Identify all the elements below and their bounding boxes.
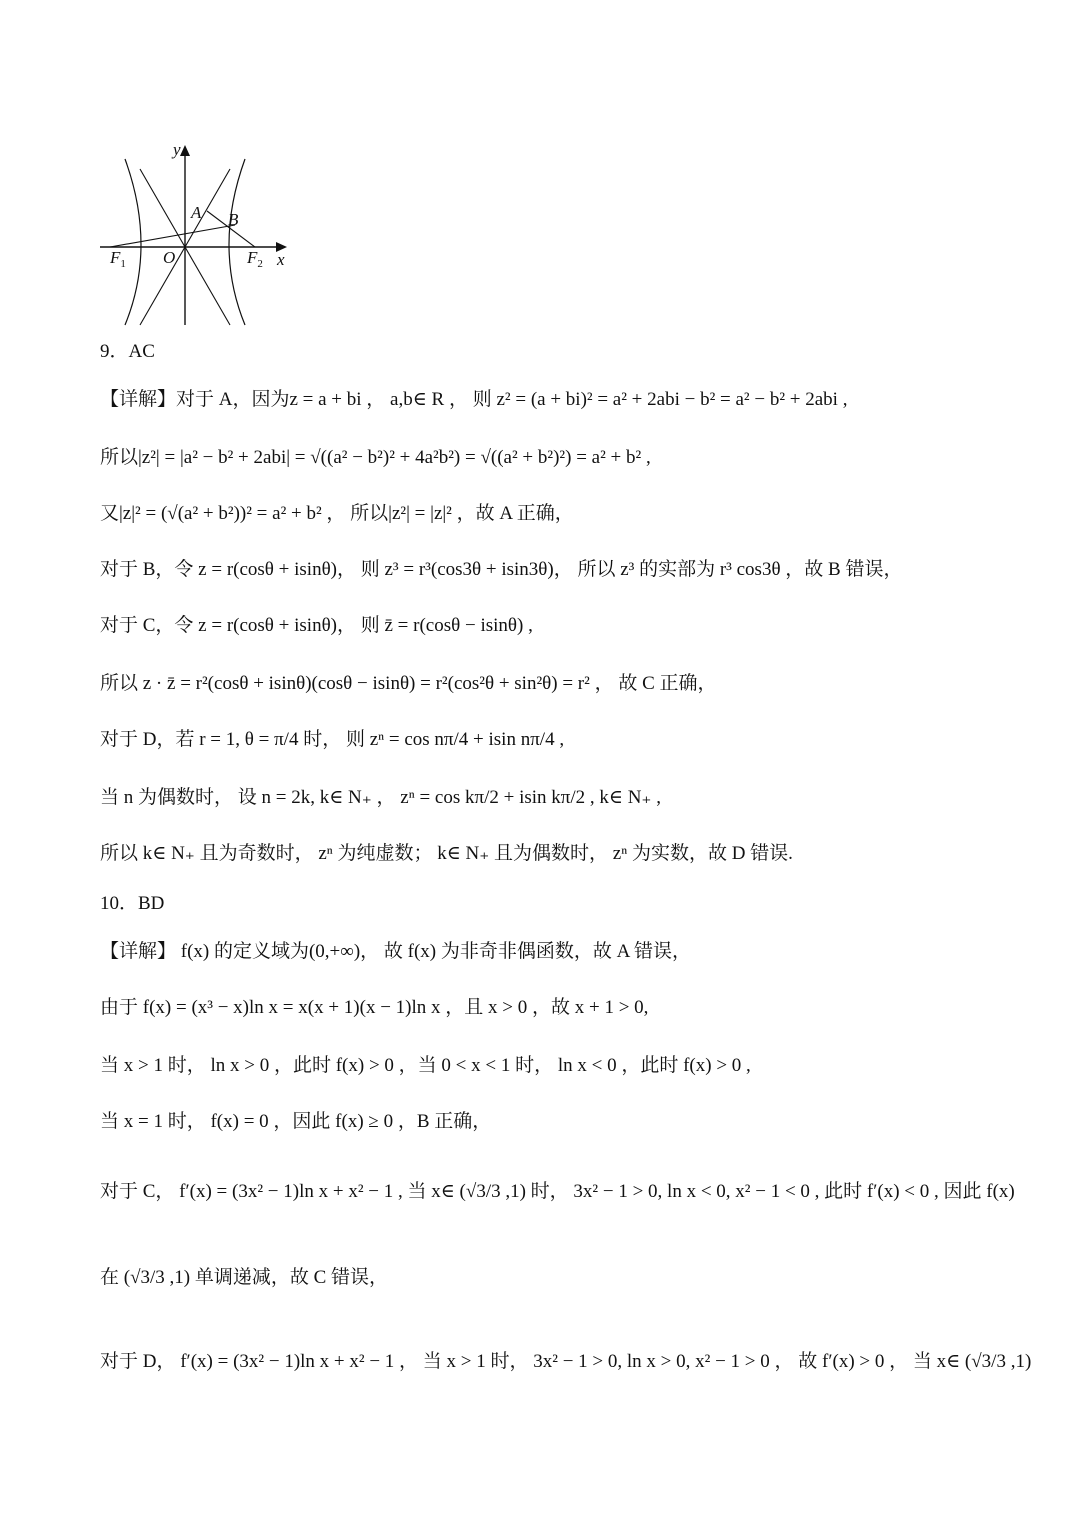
q9-explain-c-conclusion: 所以 z · z̄ = r²(cosθ + isinθ)(cosθ − isinθ) = r²(cos²θ + sin²θ) = r² ， 故 C 正确， xyxy=(100,673,717,694)
label-o: O xyxy=(163,248,176,267)
q10-explain-b: 当 x = 1 时， f(x) = 0 ，因此 f(x) ≥ 0 ，B 正确， xyxy=(100,1111,492,1132)
q9-explain-a-modulus: 所以|z²| = |a² − b² + 2abi| = √((a² − b²)² + 4a²b²) = √((a² + b²)²) = a² + b² , xyxy=(100,447,651,468)
q9-explain-a: 【详解】对于 A，因为z = a + bi ， a,b∈ R ， 则 z² = (a + bi)² = a² + 2abi − b² = a² − b² + 2abi , xyxy=(100,389,848,410)
segment-f1-b xyxy=(110,225,235,247)
label-x: x xyxy=(277,250,285,269)
hyperbola-figure xyxy=(95,135,300,330)
q10-explain-c: 对于 C， f′(x) = (3x² − 1)ln x + x² − 1 , 当 x∈ (√3/3 ,1) 时， 3x² − 1 > 0, ln x < 0, x² − 1 < 0 , 此时 f′(x) < 0 , 因此 f(x) xyxy=(100,1181,1015,1202)
label-f1: $F_1$ xyxy=(110,248,126,270)
q10-explain-factor: 由于 f(x) = (x³ − x)ln x = x(x + 1)(x − 1)ln x ，且 x > 0 ，故 x + 1 > 0, xyxy=(100,997,649,1018)
q9-explain-a-conclusion: 又|z|² = (√(a² + b²))² = a² + b² ， 所以|z²| = |z|² ，故 A 正确， xyxy=(100,503,574,524)
hyperbola-right-branch xyxy=(229,159,245,325)
q9-explain-c: 对于 C，令 z = r(cosθ + isinθ)， 则 z̄ = r(cosθ − isinθ) , xyxy=(100,615,533,636)
q9-explain-d: 对于 D，若 r = 1, θ = π/4 时， 则 zⁿ = cos nπ/4 + isin nπ/4 , xyxy=(100,729,565,750)
question-9-answer: 9．AC xyxy=(100,341,155,362)
q9-explain-d-conclusion: 所以 k∈ N₊ 且为奇数时， zⁿ 为纯虚数； k∈ N₊ 且为偶数时， zⁿ 为实数，故 D 错误. xyxy=(100,843,793,864)
y-axis-arrow xyxy=(180,145,190,156)
q10-explain-c-conclusion: 在 (√3/3 ,1) 单调递减，故 C 错误， xyxy=(100,1267,389,1288)
label-f2: $F_2$ xyxy=(247,248,263,270)
label-a: A xyxy=(191,203,202,222)
q9-explain-d-even: 当 n 为偶数时， 设 n = 2k, k∈ N₊ ， zⁿ = cos kπ/2 + isin kπ/2 , k∈ N₊ , xyxy=(100,787,661,808)
q9-explain-b: 对于 B，令 z = r(cosθ + isinθ)， 则 z³ = r³(cos3θ + isin3θ)， 所以 z³ 的实部为 r³ cos3θ ，故 B 错误， xyxy=(100,559,903,580)
question-10-answer: 10．BD xyxy=(100,893,165,914)
q10-explain-sign: 当 x > 1 时， ln x > 0 ，此时 f(x) > 0 ，当 0 < x < 1 时， ln x < 0 ，此时 f(x) > 0 , xyxy=(100,1055,751,1076)
q10-explain-a: 【详解】 f(x) 的定义域为(0,+∞)， 故 f(x) 为非奇非偶函数，故 A 错误， xyxy=(100,941,692,962)
label-y: y xyxy=(173,140,181,159)
label-b: B xyxy=(228,210,239,229)
q10-explain-d: 对于 D， f′(x) = (3x² − 1)ln x + x² − 1 ， 当 x > 1 时， 3x² − 1 > 0, ln x > 0, x² − 1 > 0 ， 故 f′(x) > 0 ， 当 x∈ (√3/3 ,1) xyxy=(100,1351,1032,1372)
